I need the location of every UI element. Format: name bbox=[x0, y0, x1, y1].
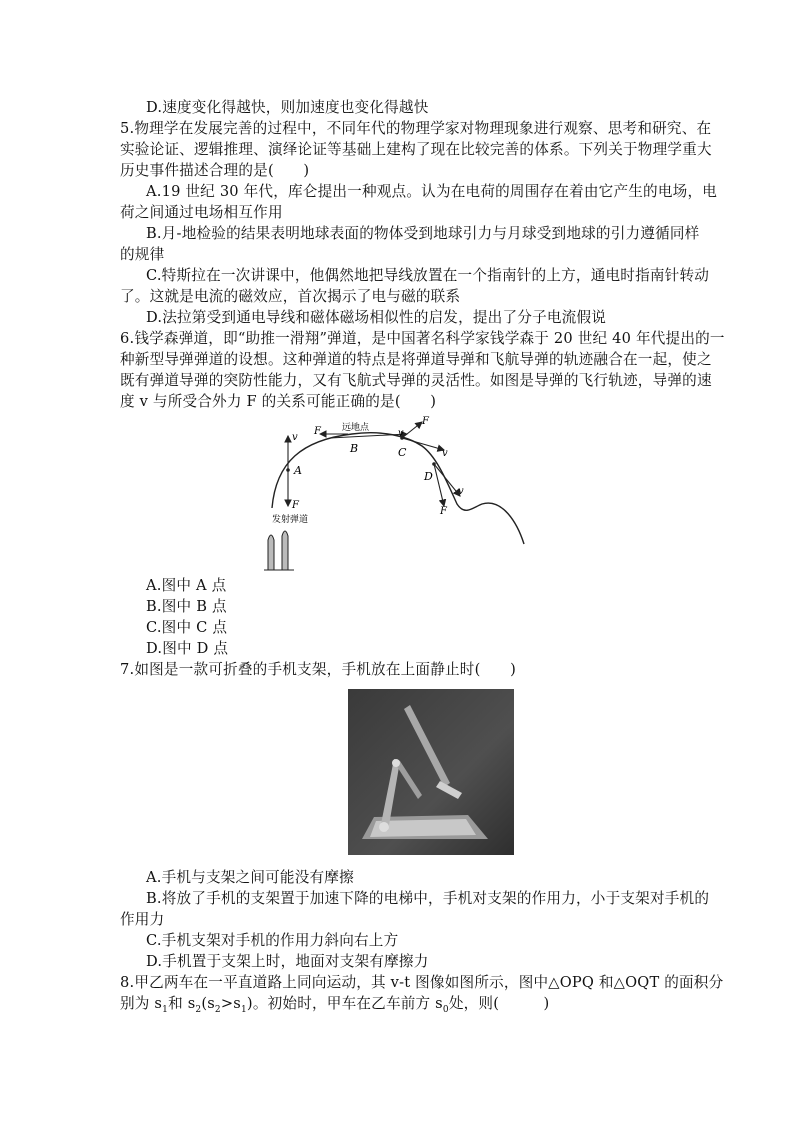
label-f-d: F bbox=[440, 506, 447, 517]
q5-option-a-line2: 荷之间通过电场相互作用 bbox=[120, 204, 283, 221]
label-point-a: A bbox=[294, 464, 302, 477]
q5-stem-line3: 历史事件描述合理的是( ) bbox=[120, 162, 310, 179]
label-v-b: v bbox=[398, 428, 404, 439]
q4-option-d: D.速度变化得越快，则加速度也变化得越快 bbox=[146, 99, 429, 116]
q5-option-c-line2: 了。这就是电流的磁效应，首次揭示了电与磁的联系 bbox=[120, 288, 461, 305]
q8-stem-line1: 8.甲乙两车在一平直道路上同向运动，其 v-t 图像如图所示，图中△OPQ 和△OQT 的面积分 bbox=[120, 974, 724, 991]
q6-stem-line3: 既有弹道导弹的突防性能力，又有飞航式导弹的灵活性。如图是导弹的飞行轨迹，导弹的速 bbox=[120, 372, 712, 389]
label-v-d: v bbox=[458, 486, 464, 497]
label-launch: 发射弹道 bbox=[272, 515, 309, 525]
label-point-b: B bbox=[350, 442, 359, 455]
q5-option-a-line1: A.19 世纪 30 年代，库仑提出一种观点。认为在电荷的周围存在着由它产生的电场，电 bbox=[146, 183, 718, 200]
trajectory-diagram bbox=[262, 412, 530, 574]
label-f-c: F bbox=[422, 416, 429, 427]
q7-option-b-line2: 作用力 bbox=[120, 911, 165, 928]
q7-option-a: A.手机与支架之间可能没有摩擦 bbox=[146, 869, 354, 886]
q5-option-b-line2: 的规律 bbox=[120, 246, 165, 263]
phone-stand-image bbox=[348, 689, 514, 855]
q5-option-d: D.法拉第受到通电导线和磁体磁场相似性的启发，提出了分子电流假说 bbox=[146, 309, 607, 326]
label-f-a: F bbox=[292, 500, 299, 511]
q8-stem-line2: 别为 $s_1$和 $s_2(s_2>s_1)$。初始时，甲车在乙车前方 $s_0$处，则( ) bbox=[120, 995, 550, 1015]
q5-option-c-line1: C.特斯拉在一次讲课中，他偶然地把导线放置在一个指南针的上方，通电时指南针转动 bbox=[146, 267, 710, 284]
label-v-a: v bbox=[292, 432, 298, 443]
q7-option-d: D.手机置于支架上时，地面对支架有摩擦力 bbox=[146, 953, 429, 970]
q6-stem-line2: 种新型导弹弹道的设想。这种弹道的特点是将弹道导弹和飞航导弹的轨迹融合在一起，使之 bbox=[120, 351, 712, 368]
label-point-c: C bbox=[398, 446, 407, 459]
rocket-icon bbox=[264, 531, 294, 570]
label-f-b: F bbox=[314, 426, 321, 437]
label-apogee: 远地点 bbox=[342, 423, 370, 433]
q7-stem: 7.如图是一款可折叠的手机支架，手机放在上面静止时( ) bbox=[120, 661, 516, 678]
q5-stem-line2: 实验论证、逻辑推理、演绎论证等基础上建构了现在比较完善的体系。下列关于物理学重大 bbox=[120, 141, 712, 158]
q6-stem-line4: 度 v 与所受合外力 F 的关系可能正确的是( ) bbox=[120, 393, 437, 410]
q5-option-b-line1: B.月-地检验的结果表明地球表面的物体受到地球引力与月球受到地球的引力遵循同样 bbox=[146, 225, 700, 242]
label-point-d: D bbox=[424, 470, 433, 483]
q5-stem-line1: 5.物理学在发展完善的过程中，不同年代的物理学家对物理现象进行观察、思考和研究、在 bbox=[120, 120, 712, 137]
q6-option-c: C.图中 C 点 bbox=[146, 619, 228, 636]
q6-stem-line1: 6.钱学森弹道，即“助推一滑翔”弹道，是中国著名科学家钱学森于 20 世纪 40 年代提出的一 bbox=[120, 330, 725, 347]
label-v-c: v bbox=[442, 448, 448, 459]
q6-option-a: A.图中 A 点 bbox=[146, 577, 227, 594]
q6-option-b: B.图中 B 点 bbox=[146, 598, 227, 615]
missile-trajectory-figure bbox=[262, 412, 530, 574]
phone-stand-photo bbox=[348, 689, 514, 855]
q7-option-c: C.手机支架对手机的作用力斜向右上方 bbox=[146, 932, 399, 949]
q6-option-d: D.图中 D 点 bbox=[146, 640, 229, 657]
q7-option-b-line1: B.将放了手机的支架置于加速下降的电梯中，手机对支架的作用力，小于支架对手机的 bbox=[146, 890, 710, 907]
